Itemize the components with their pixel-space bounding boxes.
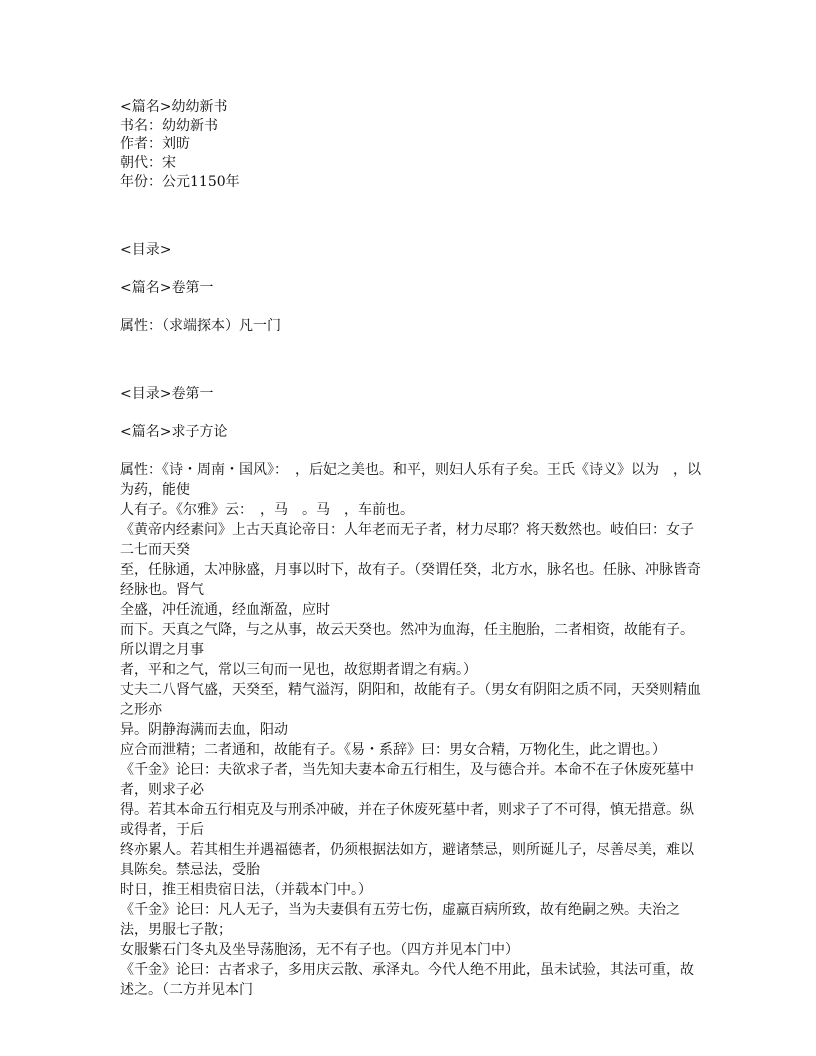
- body-line: 时日，推王相贵宿日法，（并载本门中。）: [120, 882, 372, 898]
- toc-volume-heading: <目录>卷第一: [120, 386, 214, 402]
- chapter-heading: <篇名>幼幼新书: [120, 99, 228, 115]
- body-line: 终亦累人。若其相生并遇福德者，仍须根据法如方，避诸禁忌，则所诞儿子，尽善尽美，难以具陈矣。禁忌法，受胎: [120, 842, 694, 878]
- body-line: 者，平和之气，常以三旬而一见也，故愆期者谓之有病。）: [120, 662, 477, 678]
- toc-heading: <目录>: [120, 242, 172, 258]
- year: 年份：公元1150年: [120, 174, 240, 190]
- body-line: 人有子。《尔雅》云： ，马 。马 ，车前也。: [120, 502, 414, 518]
- author: 作者：刘昉: [120, 136, 190, 152]
- body-line: 《千金》论曰：凡人无子，当为夫妻俱有五劳七伤，虚羸百病所致，故有绝嗣之殃。夫治之法，男服七子散；: [120, 902, 680, 938]
- body-line: 得。若其本命五行相克及与刑杀冲破，并在子休废死墓中者，则求子了不可得，慎无措意。纵或得者，于后: [120, 802, 694, 838]
- body-line: 《千金》论曰：夫欲求子者，当先知夫妻本命五行相生，及与德合并。本命不在子休废死墓中者，则求子必: [120, 762, 694, 798]
- body-line: 而下。天真之气降，与之从事，故云天癸也。然冲为血海，任主胞胎，二者相资，故能有子。所以谓之月事: [120, 622, 694, 658]
- body-line: 丈夫二八肾气盛，天癸至，精气溢泻，阴阳和，故能有子。（男女有阴阳之质不同，天癸则精血之形亦: [120, 682, 701, 718]
- section-heading: <篇名>求子方论: [120, 424, 228, 440]
- volume-heading: <篇名>卷第一: [120, 280, 214, 296]
- body-line: 属性：《诗・周南・国风》： ，后妃之美也。和平，则妇人乐有子矣。王氏《诗义》以为 ，以为药，能使: [120, 462, 701, 498]
- volume-attribute: 属性：（求端探本）凡一门: [120, 318, 281, 334]
- body-line: 全盛，冲任流通，经血渐盈，应时: [120, 602, 330, 618]
- dynasty: 朝代：宋: [120, 155, 176, 171]
- body-line: 《黄帝内经素问》上古天真论帝日：人年老而无子者，材力尽耶？将天数然也。岐伯曰：女子二七而天癸: [120, 522, 694, 558]
- section-body: [120, 460, 702, 1000]
- body-line: 至，任脉通，太冲脉盛，月事以时下，故有子。（癸谓任癸，北方水，脉名也。任脉、冲脉皆奇经脉也。肾气: [120, 562, 701, 598]
- body-line: 《千金》论曰：古者求子，多用庆云散、承泽丸。今代人绝不用此，虽未试验，其法可重，故述之。（二方并见本门: [120, 962, 694, 998]
- body-line: 应合而泄精；二者通和，故能有子。《易・系辞》曰：男女合精，万物化生，此之谓也。）: [120, 742, 666, 758]
- body-line: 异。阴静海满而去血，阳动: [120, 722, 288, 738]
- book-title: 书名：幼幼新书: [120, 118, 218, 134]
- body-line: 女服紫石门冬丸及坐导荡胞汤，无不有子也。（四方并见本门中）: [120, 942, 519, 958]
